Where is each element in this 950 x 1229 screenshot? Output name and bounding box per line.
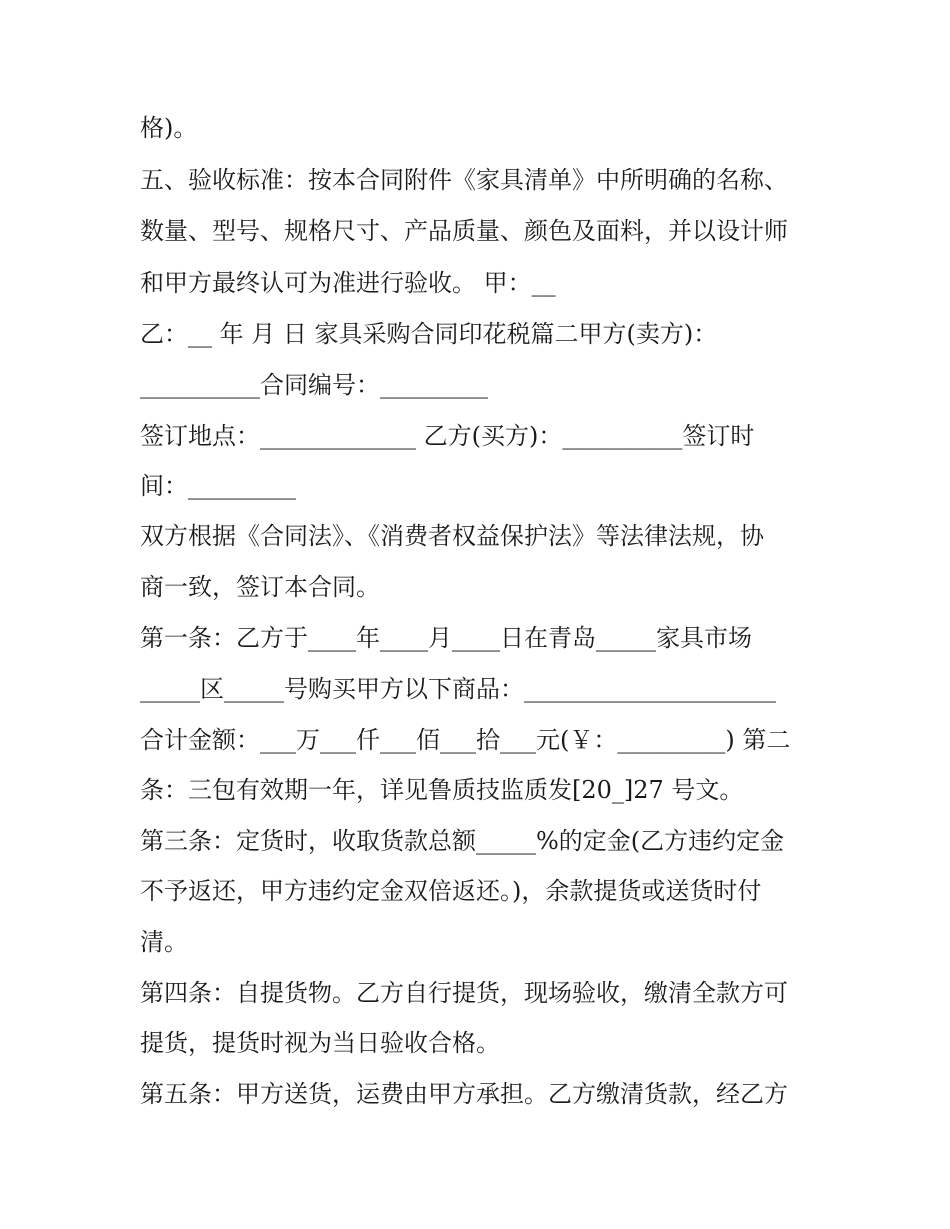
text-line: _____区_____号购买甲方以下商品：_____________________ (140, 675, 776, 703)
text-line: 数量、型号、规格尺寸、产品质量、颜色及面料，并以设计师 (140, 217, 788, 245)
text-line: 间：_________ (140, 472, 296, 500)
text-line: 不予返还，甲方违约定金双倍返还。)，余款提货或送货时付 (140, 877, 762, 905)
text-line: __________合同编号：_________ (140, 371, 488, 399)
text-line: 提货，提货时视为当日验收合格。 (140, 1029, 500, 1057)
text-line: 商一致，签订本合同。 (140, 573, 380, 601)
text-line: 乙：__ 年 月 日 家具采购合同印花税篇二甲方(卖方)： (140, 320, 718, 348)
text-line: 双方根据《合同法》、《消费者权益保护法》等法律法规，协 (140, 522, 764, 550)
text-line: 条：三包有效期一年，详见鲁质技监质发[20_]27 号文。 (140, 776, 744, 804)
text-line: 格)。 (140, 114, 198, 142)
text-line: 合计金额：___万___仟___佰___拾___元(￥：_________) 第二 (140, 726, 791, 754)
text-line: 清。 (140, 928, 188, 956)
text-line: 和甲方最终认可为准进行验收。 甲：__ (140, 269, 556, 297)
text-line: 第四条：自提货物。乙方自行提货，现场验收，缴清全款方可 (140, 979, 788, 1007)
text-line: 第一条：乙方于____年____月____日在青岛_____家具市场 (140, 624, 752, 652)
text-line: 五、验收标准：按本合同附件《家具清单》中所明确的名称、 (140, 166, 788, 194)
text-line: 签订地点：_____________ 乙方(买方)：__________签订时 (140, 422, 755, 450)
text-line: 第五条：甲方送货，运费由甲方承担。乙方缴清货款，经乙方 (140, 1080, 788, 1108)
text-line: 第三条：定货时，收取货款总额_____%的定金(乙方违约定金 (140, 827, 785, 855)
